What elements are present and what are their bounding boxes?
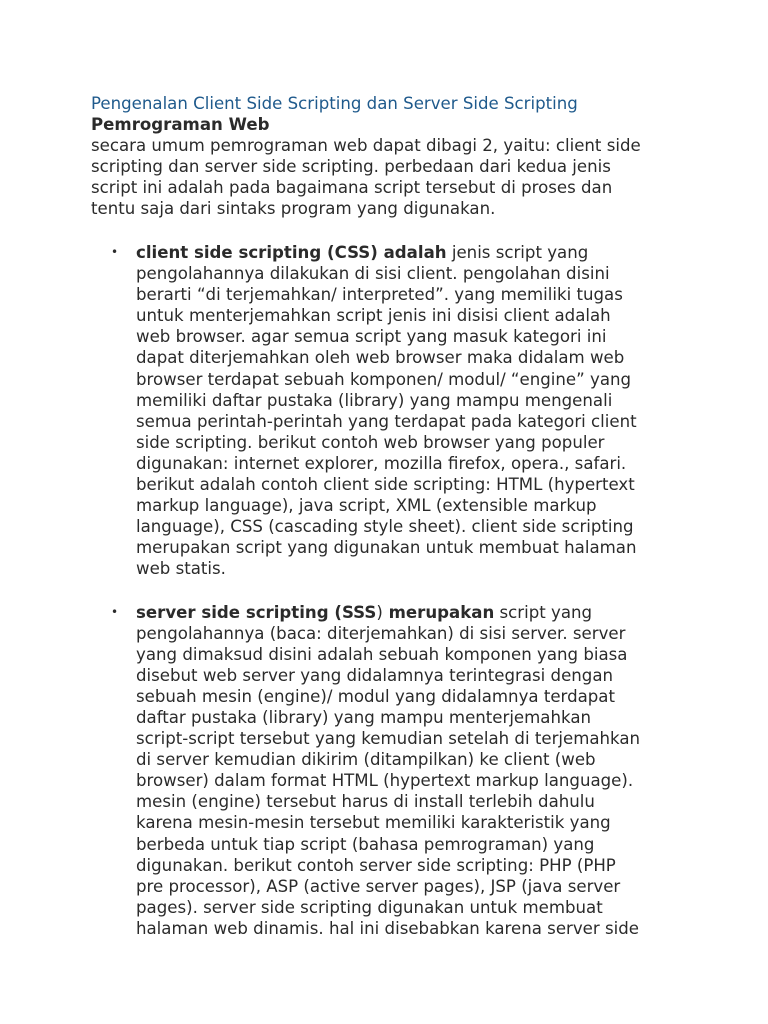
document-page (91, 93, 691, 939)
list-item-line: script-script tersebut yang kemudian setelah di terjemahkan (136, 729, 641, 749)
list-item-line: digunakan. berikut contoh server side scripting: PHP (PHP (136, 855, 616, 875)
bullet-dot-icon: • (111, 245, 119, 259)
intro-line: secara umum pemrograman web dapat dibagi 2, yaitu: client side (91, 136, 641, 155)
list-item-line: yang dimaksud disini adalah sebuah komponen yang biasa (136, 644, 628, 664)
bullet-dot-icon: • (111, 604, 119, 619)
term-client-side: client side scripting (CSS) adalah (136, 243, 447, 262)
list-item-line: web browser. agar semua script yang masuk kategori ini (136, 327, 607, 347)
list-item-line: sebuah mesin (engine)/ modul yang didalamnya terdapat (136, 686, 615, 706)
list-item-line: digunakan: internet explorer, mozilla firefox, opera., safari. (136, 453, 627, 473)
list-item-line: daftar pustaka (library) yang mampu menterjemahkan (136, 707, 591, 727)
list-item-line: untuk menterjemahkan script jenis ini disisi client adalah (136, 306, 611, 326)
list-item-line: merupakan script yang digunakan untuk membuat halaman (136, 538, 637, 558)
intro-line: script ini adalah pada bagaimana script tersebut di proses dan (91, 178, 613, 197)
list-item-line: browser terdapat sebuah komponen/ modul/ “engine” yang (136, 369, 632, 389)
list-item-line: semua perintah-perintah yang terdapat pada kategori client (136, 411, 637, 431)
list-item-line: pengolahannya (baca: diterjemahkan) di sisi server. server (136, 623, 626, 643)
list-item-line: dapat diterjemahkan oleh web browser maka didalam web (136, 348, 625, 368)
list-item-line: pre processor), ASP (active server pages), JSP (java server (136, 876, 621, 896)
list-item-line: language), CSS (cascading style sheet). client side scripting (136, 517, 634, 537)
list-item-line: disebut web server yang didalamnya terintegrasi dengan (136, 665, 614, 685)
list-item-line: berarti “di terjemahkan/ interpreted”. yang memiliki tugas (136, 285, 623, 305)
list-item-text: ) (376, 602, 383, 622)
list-item-line: berbeda untuk tiap script (bahasa pemrograman) yang (136, 834, 595, 854)
term-merupakan: merupakan (382, 602, 495, 622)
term-server-side: server side scripting (SSS (136, 602, 377, 622)
list-item-server-side (91, 602, 691, 940)
intro-paragraph (91, 135, 691, 219)
list-item-line: web statis. (136, 559, 226, 579)
list-item-line: pengolahannya dilakukan di sisi client. pengolahan disini (136, 264, 610, 284)
intro-line: tentu saja dari sintaks program yang digunakan. (91, 199, 496, 218)
list-item-line: di server kemudian dikirim (ditampilkan) ke client (web (136, 750, 596, 770)
list-item-line: markup language), java script, XML (extensible markup (136, 496, 597, 516)
list-item-line: berikut adalah contoh client side scripting: HTML (hypertext (136, 475, 635, 495)
list-item-client-side (91, 242, 691, 580)
list-item-line: memiliki daftar pustaka (library) yang mampu mengenali (136, 390, 613, 410)
list-item-line: pages). server side scripting digunakan untuk membuat (136, 897, 603, 917)
document-title: Pengenalan Client Side Scripting dan Server Side Scripting (91, 94, 578, 113)
list-item-line: halaman web dinamis. hal ini disebabkan karena server side (136, 918, 639, 938)
document-subtitle: Pemrograman Web (91, 115, 270, 134)
intro-line: scripting dan server side scripting. perbedaan dari kedua jenis (91, 157, 611, 176)
list-item-text: jenis script yang (446, 243, 589, 262)
list-item-line: side scripting. berikut contoh web browser yang populer (136, 432, 605, 452)
bullet-list (91, 242, 691, 939)
list-item-line: karena mesin-mesin tersebut memiliki karakteristik yang (136, 813, 611, 833)
list-item-text: script yang (494, 602, 593, 622)
list-item-line: mesin (engine) tersebut harus di install terlebih dahulu (136, 792, 595, 812)
list-item-first-line (136, 602, 691, 623)
list-item-line: browser) dalam format HTML (hypertext markup language). (136, 771, 634, 791)
list-item-first-line (136, 242, 691, 263)
